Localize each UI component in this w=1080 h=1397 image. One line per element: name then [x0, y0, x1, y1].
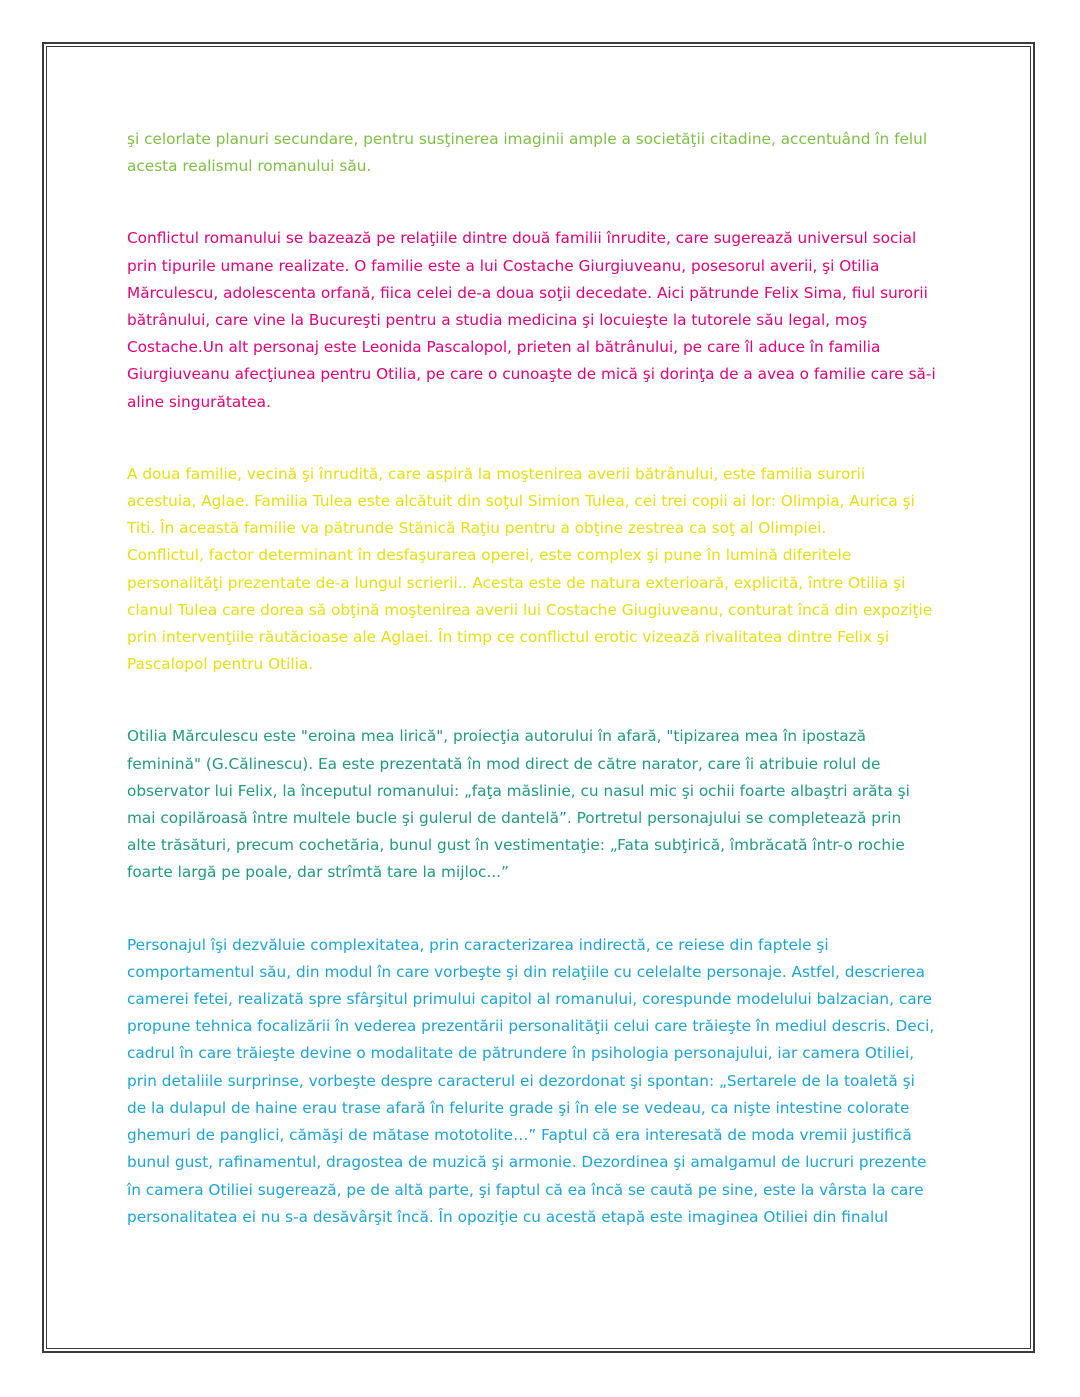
line: prin intervenţiile răutăcioase ale Aglaei. În timp ce conflictul erotic vizează rivalitatea dintre Felix şi [127, 628, 890, 647]
line: de la dulapul de haine erau trase afară în felurite grade şi în ele se vedeau, ca nişte intestine colorate [127, 1098, 910, 1117]
document-body [127, 126, 957, 1231]
line: ghemuri de panglici, cămăşi de mătase mototolite…” Faptul că era interesată de moda vremii justifică [127, 1126, 912, 1145]
line: foarte largă pe poale, dar strîmtă tare la mijloc...” [127, 863, 509, 882]
line: cadrul în care trăieşte devine o modalitate de pătrundere în psihologia personajului, iar camera Otiliei, [127, 1044, 915, 1063]
line: Giurgiuveanu afecţiunea pentru Otilia, pe care o cunoaşte de mică şi dorinţa de a avea o familie care să-i [127, 365, 936, 384]
line: observator lui Felix, la începutul romanului: „faţa măslinie, cu nasul mic şi ochii foarte albaştri arăta şi [127, 781, 910, 800]
line: Personajul îşi dezvăluie complexitatea, prin caracterizarea indirectă, ce reiese din faptele şi [127, 935, 829, 954]
line: camerei fetei, realizată spre sfârşitul primului capitol al romanului, corespunde modelului balzacian, care [127, 990, 932, 1009]
line: comportamentul său, din modul în care vorbeşte şi din relaţiile cu celelalte personaje. Astfel, descrierea [127, 962, 925, 981]
line: Otilia Mărculescu este "eroina mea lirică", proiecţia autorului în afară, "tipizarea mea în ipostază [127, 727, 867, 746]
line: acesta realismul romanului său. [127, 157, 372, 176]
line: acestuia, Aglae. Familia Tulea este alcătuit din soţul Simion Tulea, cei trei copii ai lor: Olimpia, Aurica şi [127, 492, 915, 511]
line: Mărculescu, adolescenta orfană, fiica celei de-a doua soţii decedate. Aici pătrunde Felix Sima, fiul surorii [127, 283, 928, 302]
line: feminină" (G.Călinescu). Ea este prezentată în mod direct de către narator, care îi atribuie rolul de [127, 754, 881, 773]
line: bunul gust, rafinamentul, dragostea de muzică şi armonie. Dezordinea şi amalgamul de lucruri prezente [127, 1153, 927, 1172]
paragraph-otilia-portrait [127, 723, 957, 886]
paragraph-second-family [127, 461, 957, 679]
line: Titi. În această familie va pătrunde Stănică Raţiu pentru a obţine zestrea ca soţ al Olimpiei. [127, 519, 827, 538]
line: şi celorlate planuri secundare, pentru susţinerea imaginii ample a societăţii citadine, accentuând în felul [127, 130, 928, 148]
line: prin tipurile umane realizate. O familie este a lui Costache Giurgiuveanu, posesorul averii, şi Otilia [127, 256, 880, 275]
line: alte trăsături, precum cochetăria, bunul gust în vestimentaţie: „Fata subţirică, îmbrăcată într-o rochie [127, 836, 905, 855]
line: Costache.Un alt personaj este Leonida Pascalopol, prieten al bătrânului, pe care îl aduce în familia [127, 338, 881, 357]
line: Conflictul, factor determinant în desfaşurarea operei, este complex şi pune în lumină diferitele [127, 546, 852, 565]
line: personalitatea ei nu s-a desăvârşit încă. În opoziţie cu acestă etapă este imaginea Otiliei din finalul [127, 1207, 889, 1226]
line: propune tehnica focalizării în vederea prezentării personalităţii celui care trăieşte în mediul descris. Deci, [127, 1017, 935, 1036]
paragraph-intro [127, 126, 957, 180]
line: Conflictul romanului se bazează pe relaţiile dintre două familii înrudite, care sugerează universul social [127, 229, 917, 248]
line: Pascalopol pentru Otilia. [127, 655, 314, 674]
line: bătrânului, care vine la Bucureşti pentru a studia medicina şi locuieşte la tutorele său legal, moş [127, 311, 868, 330]
line: aline singurătatea. [127, 392, 271, 411]
paragraph-indirect-characterization [127, 932, 957, 1231]
line: în camera Otiliei sugerează, pe de altă parte, şi faptul că ea încă se caută pe sine, este la vârsta la care [127, 1180, 924, 1199]
line: mai copilăroasă între multele bucle şi gulerul de dantelă”. Portretul personajului se completează prin [127, 809, 902, 828]
paragraph-conflict [127, 225, 957, 415]
line: personalităţi prezentate de-a lungul scrierii.. Acesta este de natura exterioară, explicită, între Otilia şi [127, 573, 906, 592]
line: A doua familie, vecină şi înrudită, care aspiră la moştenirea averii bătrânului, este familia surorii [127, 464, 866, 483]
line: prin detaliile surprinse, vorbeşte despre caracterul ei dezordonat şi spontan: „Sertarele de la toaletă şi [127, 1071, 915, 1090]
line: clanul Tulea care dorea să obţină moştenirea averii lui Costache Giugiuveanu, conturat încă din expoziţie [127, 600, 933, 619]
